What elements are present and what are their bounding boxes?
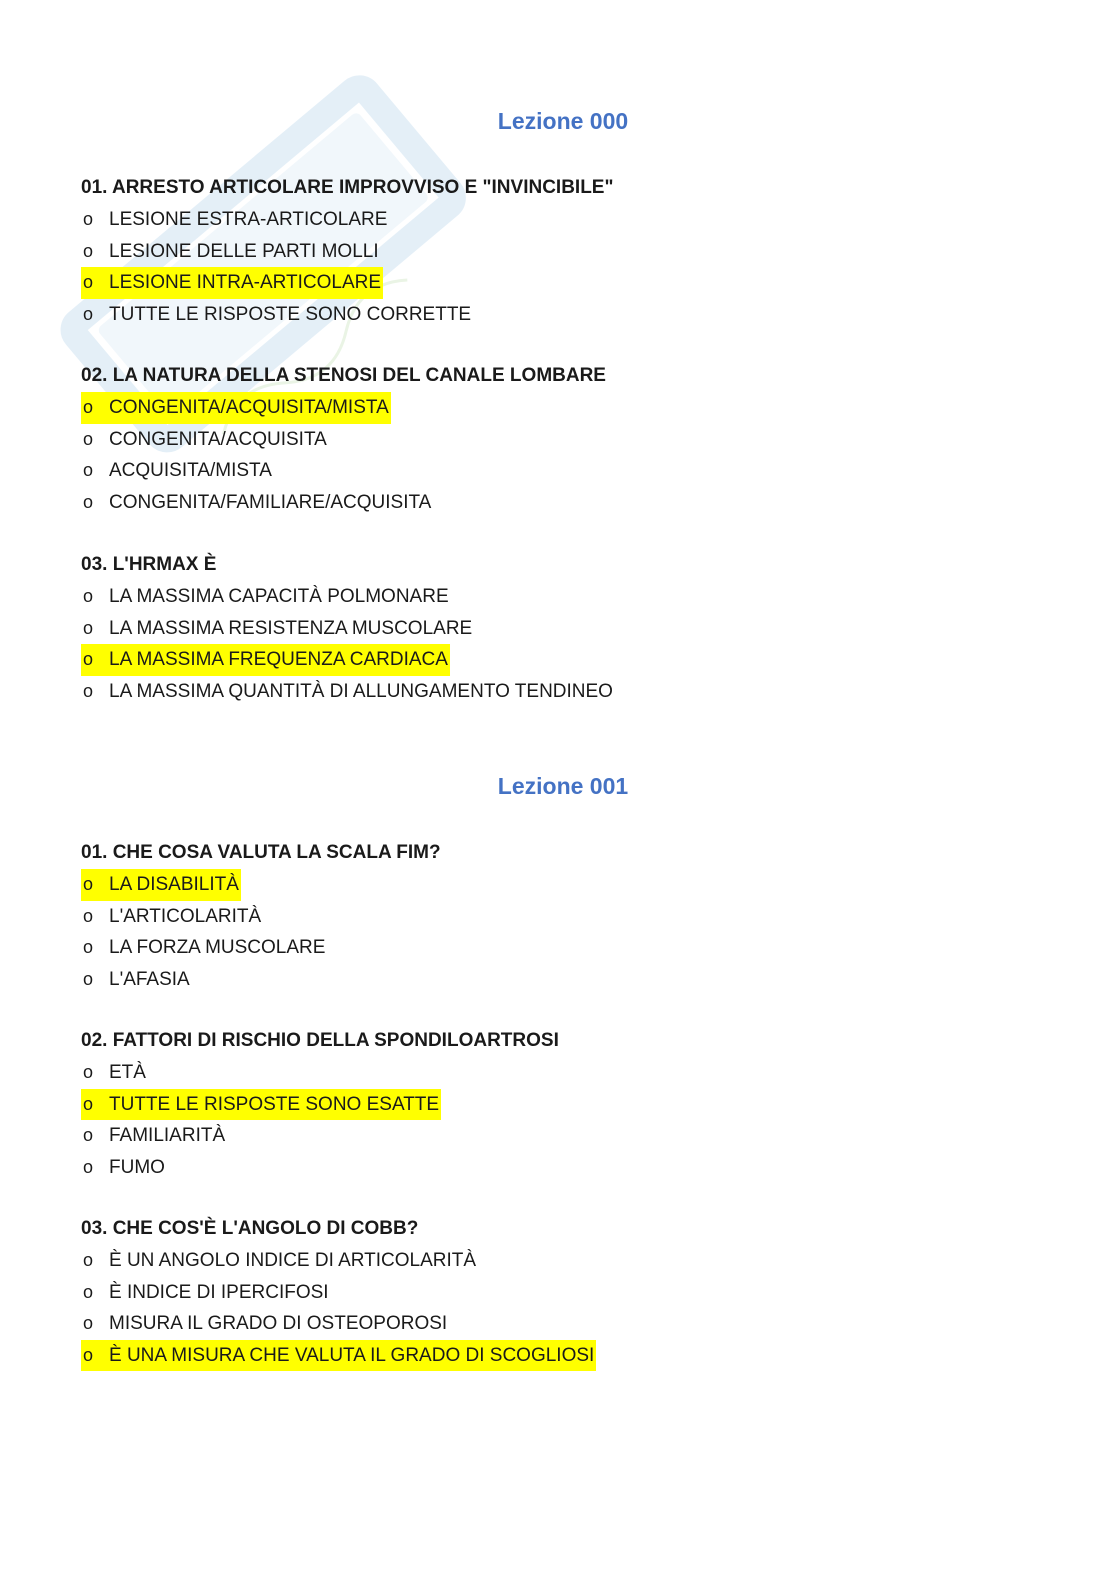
answer-text: LESIONE ESTRA-ARTICOLARE — [109, 209, 388, 230]
answer-text: TUTTE LE RISPOSTE SONO ESATTE — [109, 1093, 440, 1115]
bullet-circle-icon: o — [83, 1093, 94, 1114]
question-block — [81, 549, 1041, 707]
bullet-circle-icon: o — [83, 649, 94, 669]
bullet-circle-icon: o — [83, 209, 94, 229]
answer-text: LA FORZA MUSCOLARE — [109, 937, 326, 958]
answer-option-correct — [81, 392, 1041, 424]
answer-option — [81, 455, 1041, 487]
question-block — [81, 837, 1041, 995]
answer-text: LA MASSIMA FREQUENZA CARDIACA — [109, 649, 448, 670]
answer-option — [81, 1245, 1041, 1277]
answer-option — [81, 1277, 1041, 1309]
answer-option — [81, 932, 1041, 964]
answer-text: È UN ANGOLO INDICE DI ARTICOLARITÀ — [109, 1250, 477, 1271]
answer-option — [81, 964, 1041, 996]
bullet-circle-icon: o — [83, 617, 94, 638]
bullet-circle-icon: o — [83, 240, 94, 261]
answer-option — [81, 1057, 1041, 1089]
question-text: 01. CHE COSA VALUTA LA SCALA FIM? — [81, 842, 441, 863]
answer-text: ETÀ — [109, 1062, 146, 1083]
bullet-circle-icon: o — [83, 428, 94, 449]
answer-text: LA DISABILITÀ — [109, 874, 239, 895]
bullet-circle-icon: o — [83, 1313, 94, 1333]
bullet-circle-icon: o — [83, 303, 94, 324]
answer-text: È INDICE DI IPERCIFOSI — [109, 1281, 329, 1303]
answer-text: LESIONE INTRA-ARTICOLARE — [109, 272, 382, 293]
answer-text: È UNA MISURA CHE VALUTA IL GRADO DI SCOGLIOSI — [109, 1344, 595, 1366]
question-block — [81, 360, 1041, 518]
answer-text: L'AFASIA — [109, 968, 190, 990]
answer-option — [81, 204, 1041, 236]
answer-text: LA MASSIMA QUANTITÀ DI ALLUNGAMENTO TENDINEO — [109, 680, 613, 702]
answer-text: FUMO — [109, 1156, 165, 1178]
answer-option — [81, 676, 1041, 708]
answer-option — [81, 901, 1041, 933]
answer-option — [81, 487, 1041, 519]
answer-text: FAMILIARITÀ — [109, 1125, 226, 1146]
bullet-circle-icon: o — [83, 586, 94, 606]
answer-option-correct — [81, 644, 1041, 676]
lesson-title: Lezione 001 — [497, 773, 629, 799]
bullet-circle-icon: o — [83, 1344, 94, 1365]
question-text: 03. CHE COS'È L'ANGOLO DI COBB? — [81, 1218, 419, 1239]
answer-option — [81, 1308, 1041, 1340]
answer-text: CONGENITA/ACQUISITA — [109, 428, 327, 450]
answer-option-correct — [81, 869, 1041, 901]
question-block — [81, 172, 1041, 330]
answer-option — [81, 424, 1041, 456]
answer-text: LA MASSIMA CAPACITÀ POLMONARE — [109, 586, 449, 607]
answer-text: CONGENITA/FAMILIARE/ACQUISITA — [109, 491, 432, 513]
bullet-circle-icon: o — [83, 680, 94, 701]
answer-option-correct — [81, 1089, 1041, 1121]
bullet-circle-icon: o — [83, 874, 94, 894]
question-text: 02. LA NATURA DELLA STENOSI DEL CANALE LOMBARE — [81, 365, 606, 386]
bullet-circle-icon: o — [83, 1125, 94, 1145]
bullet-circle-icon: o — [83, 460, 94, 480]
bullet-circle-icon: o — [83, 272, 94, 292]
answer-option — [81, 1152, 1041, 1184]
answer-text: L'ARTICOLARITÀ — [109, 905, 262, 927]
question-text: 01. ARRESTO ARTICOLARE IMPROVVISO E "INVINCIBILE" — [81, 177, 614, 198]
bullet-circle-icon: o — [83, 1250, 94, 1270]
answer-option — [81, 581, 1041, 613]
bullet-circle-icon: o — [83, 397, 94, 417]
answer-text: ACQUISITA/MISTA — [109, 460, 272, 481]
question-text: 02. FATTORI DI RISCHIO DELLA SPONDILOARTROSI — [81, 1030, 559, 1051]
bullet-circle-icon: o — [83, 905, 94, 926]
bullet-circle-icon: o — [83, 1156, 94, 1177]
answer-text: CONGENITA/ACQUISITA/MISTA — [109, 397, 389, 418]
answer-text: TUTTE LE RISPOSTE SONO CORRETTE — [109, 303, 472, 325]
answer-text: LA MASSIMA RESISTENZA MUSCOLARE — [109, 617, 473, 639]
answer-option — [81, 236, 1041, 268]
answer-option — [81, 613, 1041, 645]
bullet-circle-icon: o — [83, 491, 94, 512]
lesson-title: Lezione 000 — [497, 108, 629, 134]
bullet-circle-icon: o — [83, 1281, 94, 1302]
answer-text: MISURA IL GRADO DI OSTEOPOROSI — [109, 1313, 448, 1334]
bullet-circle-icon: o — [83, 968, 94, 989]
answer-option — [81, 1120, 1041, 1152]
question-text: 03. L'HRMAX È — [81, 554, 217, 575]
answer-option-correct — [81, 267, 1041, 299]
answer-option — [81, 299, 1041, 331]
bullet-circle-icon: o — [83, 937, 94, 957]
answer-option-correct — [81, 1340, 1041, 1372]
answer-text: LESIONE DELLE PARTI MOLLI — [109, 240, 379, 262]
question-block — [81, 1213, 1041, 1371]
bullet-circle-icon: o — [83, 1062, 94, 1082]
question-block — [81, 1025, 1041, 1183]
